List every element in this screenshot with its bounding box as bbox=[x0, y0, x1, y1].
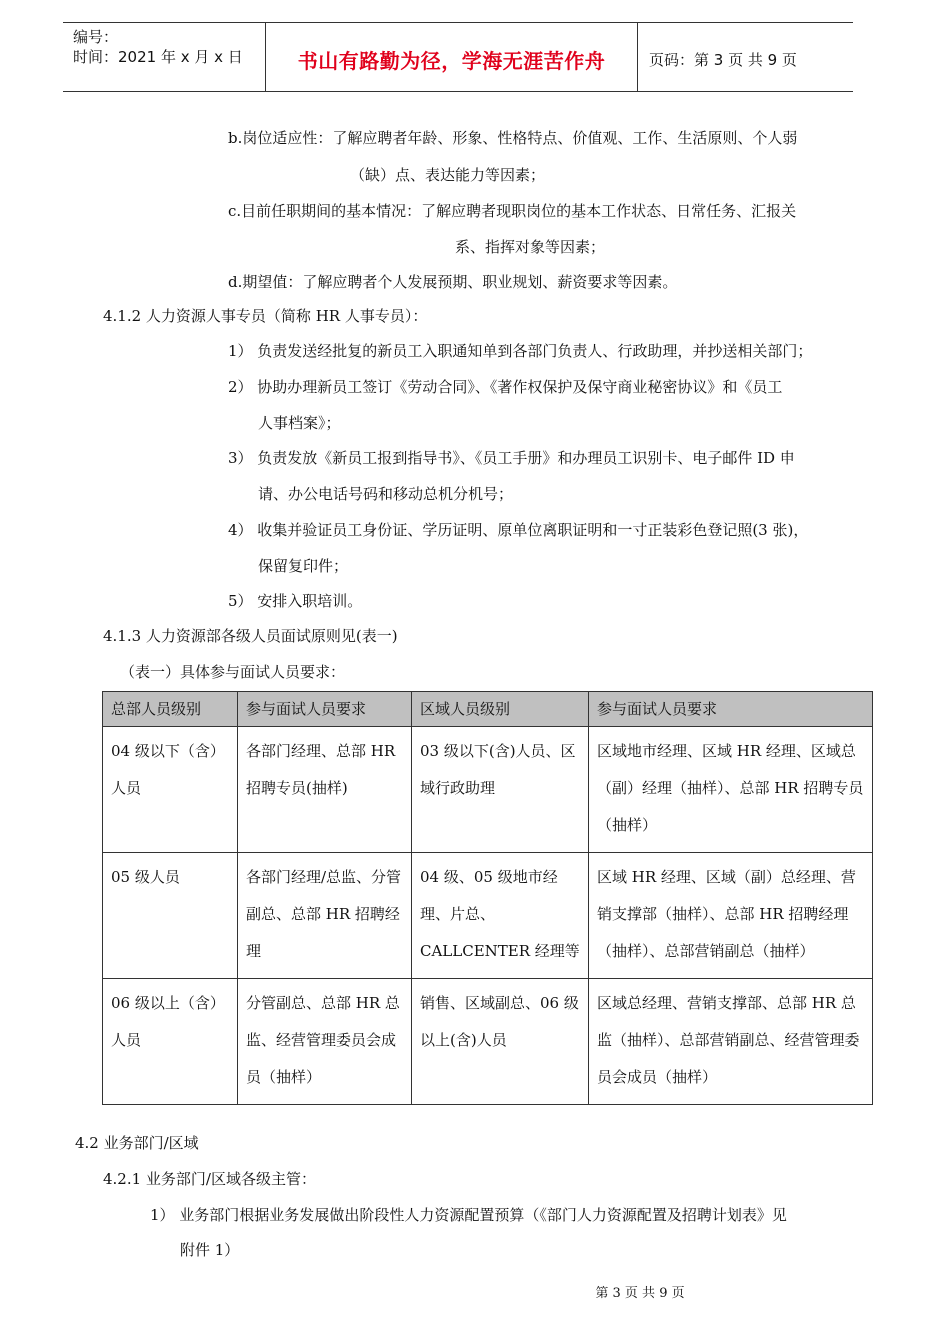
item-d: d.期望值：了解应聘者个人发展预期、职业规划、薪资要求等因素。 bbox=[228, 273, 678, 291]
section-4-2-heading: 4.2 业务部门/区域 bbox=[75, 1134, 199, 1152]
section-4-1-2-heading: 4.1.2 人力资源人事专员（简称 HR 人事专员）： bbox=[103, 307, 428, 325]
list-item-continuation: 请、办公电话号码和移动总机分机号； bbox=[258, 485, 514, 503]
page-header bbox=[63, 22, 853, 92]
table-header-cell: 区域人员级别 bbox=[412, 692, 589, 727]
table-cell: 06 级以上（含）人员 bbox=[103, 979, 238, 1105]
table-cell: 分管副总、总部 HR 总监、经营管理委员会成员（抽样） bbox=[238, 979, 412, 1105]
list-item: 1） 业务部门根据业务发展做出阶段性人力资源配置预算（《部门人力资源配置及招聘计划表》见 bbox=[150, 1206, 787, 1224]
interview-requirements-table bbox=[102, 691, 873, 1105]
table-row bbox=[103, 853, 873, 979]
list-item-continuation: 人事档案》； bbox=[258, 414, 341, 432]
table-cell: 销售、区域副总、06 级以上(含)人员 bbox=[412, 979, 589, 1105]
doc-time-label: 时间：2021 年 x 月 x 日 bbox=[73, 48, 243, 66]
item-b-line1: b.岗位适应性：了解应聘者年龄、形象、性格特点、价值观、工作、生活原则、个人弱 bbox=[228, 129, 798, 147]
header-page-number: 页码：第 3 页 共 9 页 bbox=[649, 51, 797, 69]
table-cell: 04 级以下（含）人员 bbox=[103, 727, 238, 853]
header-meta bbox=[73, 27, 243, 67]
page-footer: 第 3 页 共 9 页 bbox=[595, 1286, 685, 1301]
list-item: 5） 安排入职培训。 bbox=[228, 592, 363, 610]
item-c-line2: 系、指挥对象等因素； bbox=[455, 238, 606, 256]
section-4-2-1-heading: 4.2.1 业务部门/区域各级主管： bbox=[103, 1170, 316, 1188]
table-cell: 03 级以下(含)人员、区域行政助理 bbox=[412, 727, 589, 853]
table-header-row bbox=[103, 692, 873, 727]
list-item-continuation: 保留复印件； bbox=[258, 557, 349, 575]
table-cell: 05 级人员 bbox=[103, 853, 238, 979]
item-c-line1: c.目前任职期间的基本情况：了解应聘者现职岗位的基本工作状态、日常任务、汇报关 bbox=[228, 202, 797, 220]
table-cell: 各部门经理、总部 HR 招聘专员(抽样) bbox=[238, 727, 412, 853]
header-divider bbox=[637, 23, 638, 91]
table-caption: （表一）具体参与面试人员要求： bbox=[120, 663, 346, 681]
doc-number-label: 编号： bbox=[73, 28, 119, 46]
table-cell: 04 级、05 级地市经理、片总、CALLCENTER 经理等 bbox=[412, 853, 589, 979]
table-row bbox=[103, 727, 873, 853]
table-header-cell: 总部人员级别 bbox=[103, 692, 238, 727]
table-cell: 区域 HR 经理、区域（副）总经理、营销支撑部（抽样）、总部 HR 招聘经理（抽样）、总部营销副总（抽样） bbox=[589, 853, 873, 979]
list-item-continuation: 附件 1） bbox=[180, 1241, 240, 1259]
list-item: 2） 协助办理新员工签订《劳动合同》、《著作权保护及保守商业秘密协议》和《员工 bbox=[228, 378, 783, 396]
section-4-1-3-heading: 4.1.3 人力资源部各级人员面试原则见(表一) bbox=[103, 627, 398, 645]
table-cell: 区域总经理、营销支撑部、总部 HR 总监（抽样）、总部营销副总、经营管理委员会成员（抽样） bbox=[589, 979, 873, 1105]
table-header-cell: 参与面试人员要求 bbox=[589, 692, 873, 727]
list-item: 4） 收集并验证员工身份证、学历证明、原单位离职证明和一寸正装彩色登记照(3 张)， bbox=[228, 521, 809, 539]
table-cell: 各部门经理/总监、分管副总、总部 HR 招聘经理 bbox=[238, 853, 412, 979]
header-motto: 书山有路勤为径，学海无涯苦作舟 bbox=[297, 49, 606, 73]
item-b-line2: （缺）点、表达能力等因素； bbox=[350, 166, 546, 184]
table-row bbox=[103, 979, 873, 1105]
list-item: 1） 负责发送经批复的新员工入职通知单到各部门负责人、行政助理，并抄送相关部门； bbox=[228, 342, 813, 360]
table-header-cell: 参与面试人员要求 bbox=[238, 692, 412, 727]
table-cell: 区域地市经理、区域 HR 经理、区域总（副）经理（抽样）、总部 HR 招聘专员（抽样） bbox=[589, 727, 873, 853]
list-item: 3） 负责发放《新员工报到指导书》、《员工手册》和办理员工识别卡、电子邮件 ID 申 bbox=[228, 449, 795, 467]
